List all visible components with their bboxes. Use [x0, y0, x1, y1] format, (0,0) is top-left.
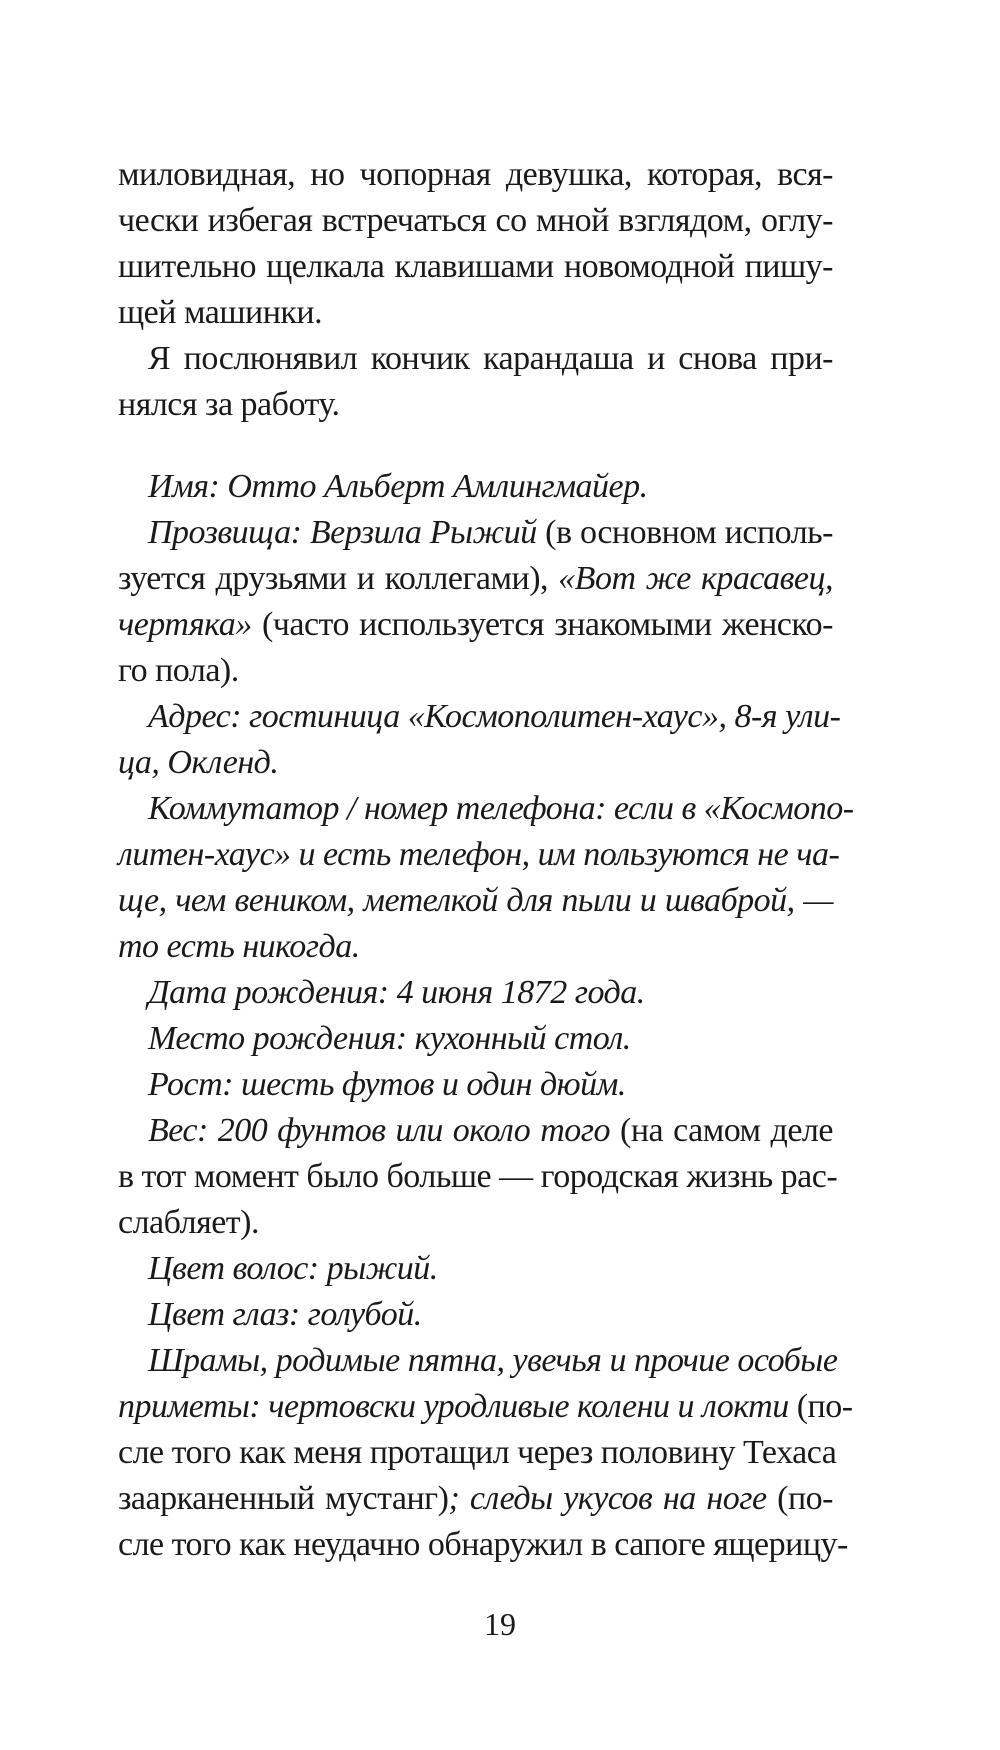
text-line	[118, 1522, 848, 1568]
text-line	[148, 1016, 833, 1062]
line-text: миловидная, но чопорная девушка, которая, вся-	[118, 156, 833, 193]
line-text: Цвет волос: рыжий.	[148, 1250, 438, 1287]
line-text: го пола).	[118, 652, 239, 689]
line-text: ца, Окленд.	[118, 744, 279, 781]
text-line	[118, 1384, 853, 1430]
text-line	[148, 1338, 838, 1384]
text-line	[148, 1246, 833, 1292]
line-text: (по-	[766, 1480, 833, 1517]
line-text: ; следы укусов на ноге	[448, 1480, 767, 1517]
text-line	[118, 740, 833, 786]
text-line	[118, 878, 833, 924]
text-line	[118, 1200, 833, 1246]
text-line	[118, 1476, 833, 1522]
text-line	[118, 556, 833, 602]
line-text: в тот момент было больше — городская жизнь рас-	[118, 1158, 838, 1195]
text-line	[148, 1292, 833, 1338]
line-text: (часто используется знакомыми женско-	[251, 606, 833, 643]
line-text: шительно щелкала клавишами новомодной пишу-	[118, 248, 833, 285]
page-number: 19	[484, 1606, 516, 1642]
line-text: Вес: 200 фунтов или около того	[148, 1112, 611, 1149]
text-line	[118, 290, 833, 336]
line-text: то есть никогда.	[118, 928, 360, 965]
line-text: слабляет).	[118, 1204, 259, 1241]
text-line	[118, 602, 833, 648]
line-text: сле того как меня протащил через половину Техаса	[118, 1434, 837, 1471]
line-text: «Вот же красавец,	[558, 560, 833, 597]
text-line	[118, 382, 833, 428]
text-line	[148, 970, 833, 1016]
line-text: Имя: Отто Альберт Амлингмайер.	[148, 468, 648, 505]
line-text: ще, чем веником, метелкой для пыли и шваброй, —	[118, 882, 833, 919]
line-text: Я послюнявил кончик карандаша и снова при-	[148, 340, 833, 377]
text-line	[118, 924, 833, 970]
line-text: Шрамы, родимые пятна, увечья и прочие особые	[148, 1342, 838, 1379]
text-line	[118, 648, 833, 694]
text-line	[118, 1154, 838, 1200]
text-line	[118, 832, 840, 878]
line-text: Коммутатор / номер телефона: если в «Космопо-	[148, 790, 854, 827]
line-text: чертяка»	[118, 606, 252, 643]
text-line	[118, 198, 833, 244]
line-text: (по-	[788, 1388, 853, 1425]
line-text: нялся за работу.	[118, 386, 340, 423]
line-text: (на самом деле	[610, 1112, 833, 1149]
text-line	[118, 152, 833, 198]
line-text: Цвет глаз: голубой.	[148, 1296, 422, 1333]
text-line	[148, 336, 833, 382]
text-line	[148, 464, 833, 510]
line-text: Место рождения: кухонный стол.	[148, 1020, 631, 1057]
line-text: приметы: чертовски уродливые колени и локти	[118, 1388, 789, 1425]
line-text: заарканенный мустанг)	[118, 1480, 449, 1517]
text-line	[148, 1108, 833, 1154]
line-text: Прозвища: Верзила Рыжий	[148, 514, 537, 551]
line-text: литен-хаус» и есть телефон, им пользуются не ча-	[118, 836, 840, 873]
line-text: (в основном исполь-	[536, 514, 833, 551]
text-line	[148, 694, 841, 740]
text-line	[148, 786, 854, 832]
line-text: Дата рождения: 4 июня 1872 года.	[148, 974, 645, 1011]
text-line	[118, 1430, 837, 1476]
line-text: Рост: шесть футов и один дюйм.	[148, 1066, 626, 1103]
line-text: зуется друзьями и коллегами),	[118, 560, 559, 597]
text-line	[148, 1062, 833, 1108]
text-line	[118, 244, 833, 290]
line-text: Адрес: гостиница «Космополитен-хаус», 8-я ули-	[148, 698, 841, 735]
line-text: сле того как неудачно обнаружил в сапоге ящерицу-	[118, 1526, 848, 1563]
text-line	[148, 510, 833, 556]
line-text: чески избегая встречаться со мной взглядом, оглу-	[118, 202, 833, 239]
line-text: щей машинки.	[118, 294, 323, 331]
